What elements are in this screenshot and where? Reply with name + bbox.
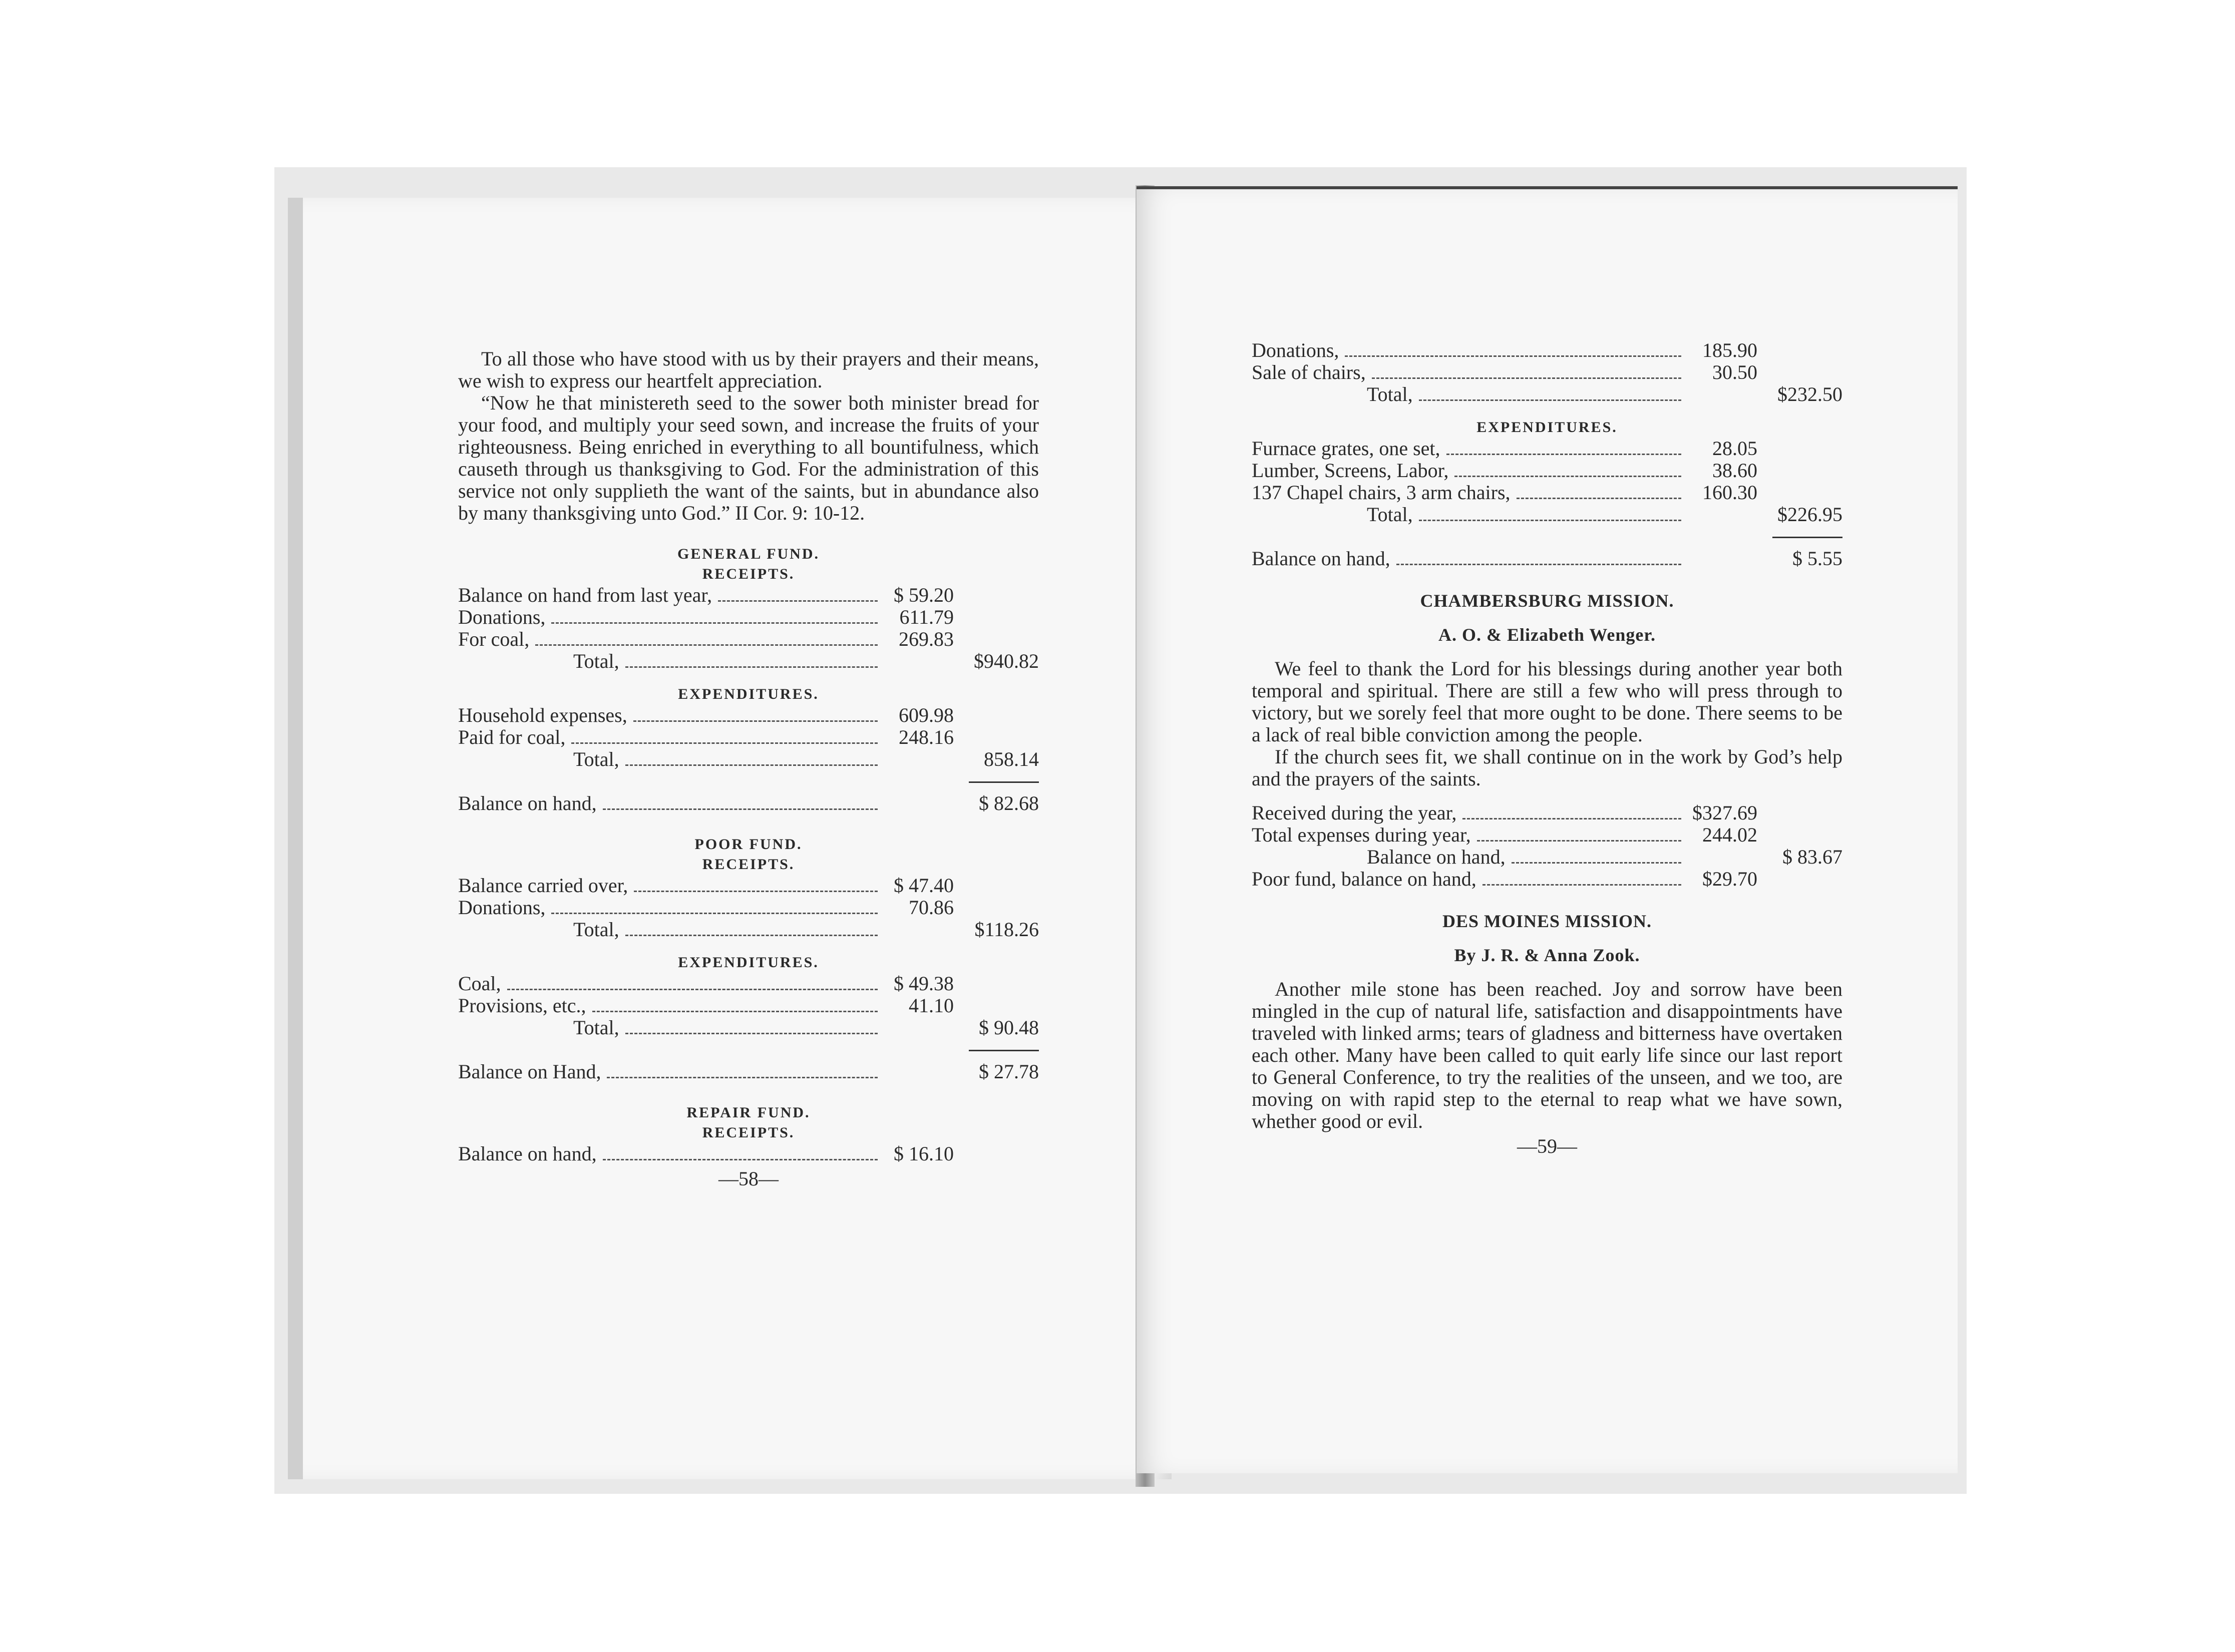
poor-fund-title: POOR FUND.	[694, 836, 803, 853]
page-number: —58—	[718, 1167, 779, 1190]
ledger-label: Household expenses,	[458, 704, 627, 726]
ledger-balance-row	[1252, 846, 1842, 868]
ledger-row	[458, 995, 1039, 1017]
ledger-row	[458, 628, 1039, 650]
ledger-total: 858.14	[984, 748, 1039, 770]
ledger-total-row	[458, 919, 1039, 941]
ledger-total-row	[1252, 383, 1842, 405]
repair-expenditures-title: EXPENDITURES.	[1476, 419, 1618, 436]
ledger-label: Donations,	[458, 606, 546, 628]
ledger-amount: 38.60	[1712, 459, 1757, 482]
ledger-amount: 611.79	[899, 606, 954, 628]
ledger-total: $940.82	[974, 650, 1039, 672]
ledger-label: Balance on hand,	[458, 792, 597, 814]
ledger-label: Donations,	[1252, 339, 1339, 361]
ledger-balance-row	[1252, 548, 1842, 570]
ledger-label: Total,	[1367, 503, 1413, 526]
sum-rule	[1252, 526, 1842, 548]
ledger-row	[458, 897, 1039, 919]
ledger-amount: 41.10	[909, 994, 954, 1017]
ledger-amount: 30.50	[1712, 361, 1757, 383]
ledger-label: Poor fund, balance on hand,	[1252, 868, 1476, 890]
ledger-total: $232.50	[1777, 383, 1842, 405]
ledger-label: Coal,	[458, 972, 501, 995]
repair-fund-receipts-title: RECEIPTS.	[702, 1124, 795, 1141]
general-fund-receipts-title: RECEIPTS.	[702, 566, 795, 582]
ledger-amount: $ 49.38	[894, 972, 954, 995]
ledger-label: Balance on Hand,	[458, 1060, 601, 1083]
ledger-total-row	[458, 1017, 1039, 1039]
ledger-label: Sale of chairs,	[1252, 361, 1366, 383]
ledger-label: Balance on hand from last year,	[458, 584, 712, 606]
ledger-amount: $29.70	[1702, 868, 1757, 890]
ledger-row	[1252, 802, 1842, 824]
ledger-balance: $ 82.68	[979, 792, 1039, 814]
ledger-label: Total,	[573, 1016, 619, 1039]
ledger-label: Received during the year,	[1252, 801, 1457, 824]
sum-rule	[458, 770, 1039, 792]
ledger-row	[1252, 824, 1842, 846]
ledger-row	[458, 584, 1039, 606]
ledger-balance: $ 5.55	[1792, 547, 1842, 570]
repair-fund-title: REPAIR FUND.	[686, 1104, 811, 1121]
ledger-label: Total,	[1367, 383, 1413, 405]
des-moines-title: DES MOINES MISSION.	[1442, 911, 1652, 931]
ledger-balance: $ 27.78	[979, 1060, 1039, 1083]
ledger-amount: 160.30	[1702, 481, 1757, 504]
ledger-row	[1252, 460, 1842, 482]
ledger-row	[1252, 482, 1842, 504]
intro-paragraph: To all those who have stood with us by their prayers and their means, we wish to express our heartfelt appreciation.	[458, 347, 1039, 392]
ledger-row	[458, 1143, 1039, 1165]
ledger-row	[1252, 868, 1842, 890]
ledger-row	[1252, 339, 1842, 361]
ledger-amount: 28.05	[1712, 437, 1757, 460]
chambersburg-byline: A. O. & Elizabeth Wenger.	[1438, 625, 1656, 645]
ledger-amount: 244.02	[1702, 823, 1757, 846]
ledger-balance-row	[458, 1061, 1039, 1083]
ledger-label: Donations,	[458, 896, 546, 919]
ledger-balance: $ 83.67	[1782, 846, 1842, 868]
ledger-label: Balance on hand,	[458, 1142, 597, 1165]
ledger-balance-row	[458, 792, 1039, 814]
ledger-amount: $ 59.20	[894, 584, 954, 606]
ledger-row	[458, 606, 1039, 628]
ledger-amount: $327.69	[1692, 801, 1757, 824]
left-page	[288, 198, 1172, 1479]
sum-rule	[458, 1039, 1039, 1061]
ledger-total: $118.26	[974, 918, 1039, 941]
ledger-label: Balance carried over,	[458, 874, 628, 897]
ledger-label: Balance on hand,	[1252, 547, 1390, 570]
poor-fund-receipts-title: RECEIPTS.	[702, 856, 795, 873]
ledger-label: Total,	[573, 748, 619, 770]
ledger-label: 137 Chapel chairs, 3 arm chairs,	[1252, 481, 1511, 504]
ledger-total-row	[1252, 504, 1842, 526]
ledger-row	[1252, 438, 1842, 460]
ledger-amount: 609.98	[899, 704, 954, 726]
ledger-amount: 248.16	[899, 726, 954, 748]
page-number: —59—	[1517, 1135, 1577, 1157]
chambersburg-paragraph: If the church sees fit, we shall continue on in the work by God’s help and the prayers of the saints.	[1252, 745, 1842, 790]
ledger-amount: 269.83	[899, 628, 954, 650]
des-moines-byline: By J. R. & Anna Zook.	[1454, 945, 1640, 965]
ledger-label: Provisions, etc.,	[458, 994, 586, 1017]
ledger-total: $ 90.48	[979, 1016, 1039, 1039]
ledger-label: Balance on hand,	[1367, 846, 1506, 868]
ledger-total-row	[458, 748, 1039, 770]
ledger-label: Furnace grates, one set,	[1252, 437, 1440, 460]
chambersburg-paragraph: We feel to thank the Lord for his blessings during another year both temporal and spiritual. There are still a few who will press through to victory, but we sorely feel that more ought to be done. There seems to be a lack of real bible conviction among the people.	[1252, 657, 1842, 746]
poor-fund-expenditures-title: EXPENDITURES.	[678, 954, 819, 971]
ledger-row	[458, 973, 1039, 995]
scripture-quote: “Now he that ministereth seed to the sower both minister bread for your food, and multiply your seed sown, and increase the fruits of your righteousness. Being enriched in everything to all bountifulness, which causeth through us thanksgiving to God. For the administration of this service not only supplieth the want of the saints, but in abundance also by many thanksgiving unto God.” II Cor. 9: 10-12.	[458, 391, 1039, 524]
left-page-content	[458, 348, 1039, 1190]
ledger-row	[458, 875, 1039, 897]
chambersburg-title: CHAMBERSBURG MISSION.	[1420, 591, 1674, 611]
ledger-label: For coal,	[458, 628, 530, 650]
ledger-total-row	[458, 650, 1039, 672]
ledger-amount: $ 16.10	[894, 1142, 954, 1165]
des-moines-paragraph: Another mile stone has been reached. Joy and sorrow have been mingled in the cup of natural life, satisfaction and disappointments have traveled with linked arms; tears of gladness and bitterness have overtaken each other. Many have been called to quit early life since our last report to General Conference, to try the realities of the unseen, and we too, are moving on with rapid step to the eternal to reap what we have sown, whether good or evil.	[1252, 978, 1842, 1132]
ledger-label: Total,	[573, 918, 619, 941]
ledger-label: Paid for coal,	[458, 726, 566, 748]
ledger-amount: $ 47.40	[894, 874, 954, 897]
right-page-content	[1252, 339, 1842, 1157]
ledger-label: Total expenses during year,	[1252, 823, 1471, 846]
ledger-total: $226.95	[1777, 503, 1842, 526]
ledger-row	[1252, 361, 1842, 383]
ledger-label: Lumber, Screens, Labor,	[1252, 459, 1449, 482]
ledger-row	[458, 704, 1039, 726]
general-fund-expenditures-title: EXPENDITURES.	[678, 686, 819, 702]
right-page	[1137, 186, 1958, 1473]
ledger-label: Total,	[573, 650, 619, 672]
ledger-amount: 185.90	[1702, 339, 1757, 361]
ledger-amount: 70.86	[909, 896, 954, 919]
ledger-row	[458, 726, 1039, 748]
general-fund-title: GENERAL FUND.	[677, 546, 820, 562]
